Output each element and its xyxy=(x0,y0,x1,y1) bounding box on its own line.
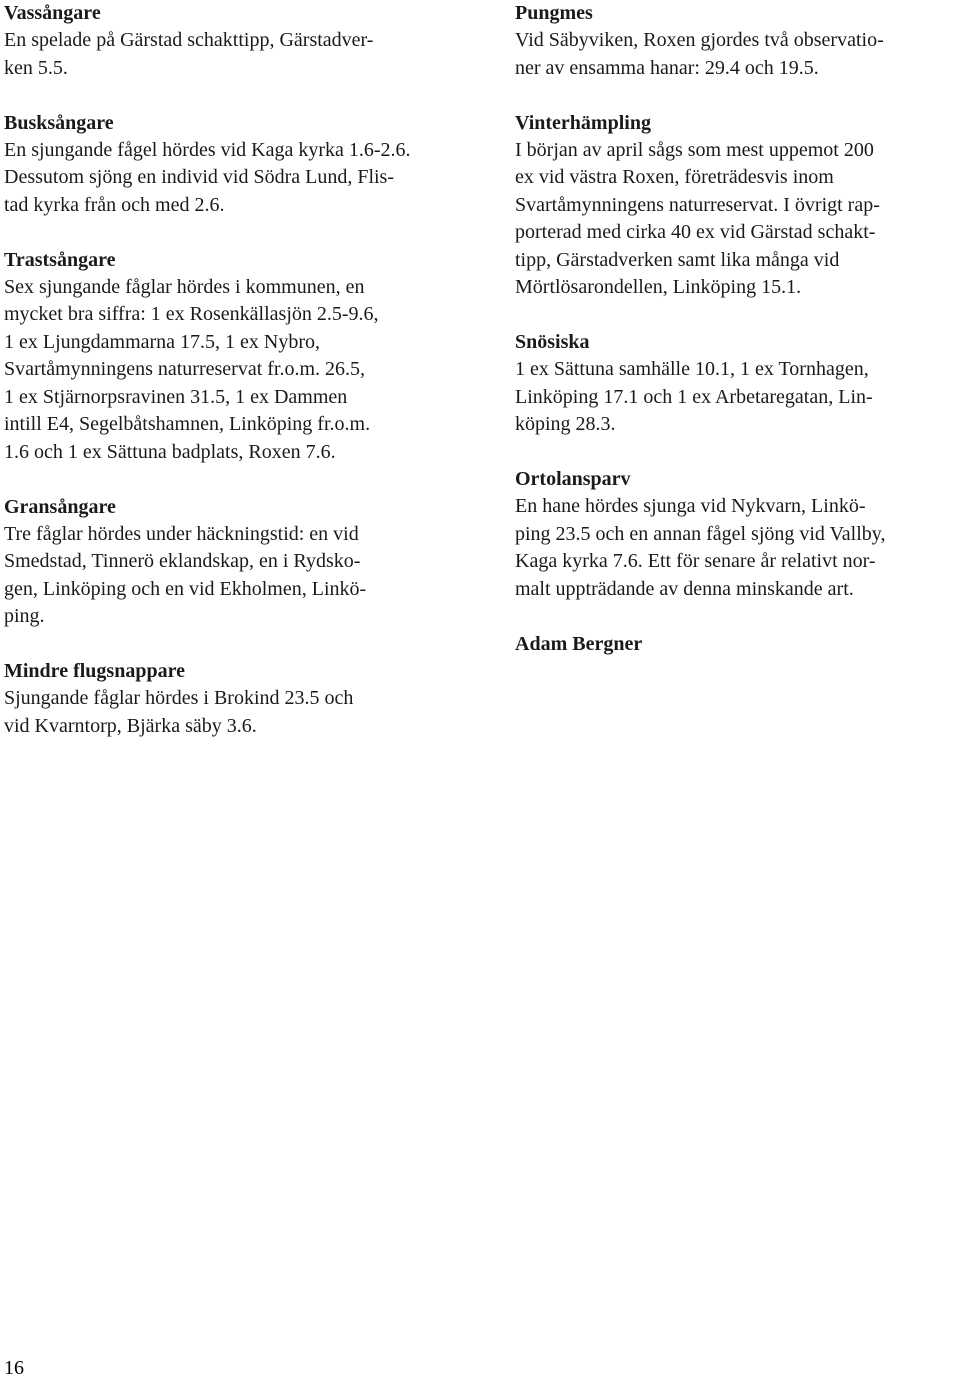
section-spacer xyxy=(515,82,955,110)
body-text-line: Mörtlösarondellen, Linköping 15.1. xyxy=(515,276,802,298)
body-text-line: ex vid västra Roxen, företrädesvis inom xyxy=(515,166,834,188)
body-text-line: Tre fåglar hördes under häckningstid: en vid xyxy=(4,522,359,545)
body-text-line: ken 5.5. xyxy=(4,56,68,79)
body-text-line: tad kyrka från och med 2.6. xyxy=(4,193,225,216)
section-spacer xyxy=(4,82,474,110)
body-text-line: malt uppträdande av denna minskande art. xyxy=(515,577,854,600)
section-spacer xyxy=(515,302,955,330)
section-heading: Mindre flugsnappare xyxy=(4,660,185,682)
section-heading: Busksångare xyxy=(4,111,114,134)
section-heading: Adam Bergner xyxy=(515,632,643,655)
body-text-line: ner av ensamma hanar: 29.4 och 19.5. xyxy=(515,56,819,79)
section-spacer xyxy=(515,603,955,631)
body-text-line: ping 23.5 och en annan fågel sjöng vid Vallby, xyxy=(515,522,886,545)
species-section xyxy=(515,110,955,330)
left-column xyxy=(4,0,474,740)
body-text-line: tipp, Gärstadverken samt lika många vid xyxy=(515,248,840,271)
body-text-line: Sex sjungande fåglar hördes i kommunen, en xyxy=(4,275,365,298)
body-text-line: En spelade på Gärstad schakttipp, Gärstadver- xyxy=(4,29,374,51)
body-text-line: porterad med cirka 40 ex vid Gärstad schakt- xyxy=(515,221,876,243)
section-heading: Gransångare xyxy=(4,495,116,518)
body-text-line: Linköping 17.1 och 1 ex Arbetaregatan, Lin- xyxy=(515,385,873,408)
page-number: 16 xyxy=(4,1357,24,1379)
species-section xyxy=(515,631,955,658)
species-section xyxy=(515,466,955,631)
body-text-line: gen, Linköping och en vid Ekholmen, Linkö- xyxy=(4,577,367,600)
body-text-line: intill E4, Segelbåtshamnen, Linköping fr.o.m. xyxy=(4,413,371,435)
body-text-line: Sjungande fåglar hördes i Brokind 23.5 och xyxy=(4,687,354,709)
body-text-line: I början av april sågs som mest uppemot 200 xyxy=(515,138,874,161)
body-text-line: Vid Säbyviken, Roxen gjordes två observatio- xyxy=(515,29,884,51)
body-text-line: Dessutom sjöng en individ vid Södra Lund, Flis- xyxy=(4,166,394,188)
body-text-line: 1 ex Sättuna samhälle 10.1, 1 ex Tornhagen, xyxy=(515,358,869,380)
body-text-line: mycket bra siffra: 1 ex Rosenkällasjön 2.5-9.6, xyxy=(4,303,379,325)
right-column xyxy=(515,0,955,658)
section-heading: Trastsångare xyxy=(4,248,116,271)
section-heading: Vinterhämpling xyxy=(515,111,651,134)
section-heading: Vassångare xyxy=(4,2,101,24)
body-text-line: En hane hördes sjunga vid Nykvarn, Linkö- xyxy=(515,495,866,517)
species-section xyxy=(4,247,474,494)
body-text-line: vid Kvarntorp, Bjärka säby 3.6. xyxy=(4,714,257,737)
body-text-line: Svartåmynningens naturreservat. I övrigt rap- xyxy=(515,193,880,216)
species-section xyxy=(4,658,474,740)
body-text-line: En sjungande fågel hördes vid Kaga kyrka 1.6-2.6. xyxy=(4,138,411,161)
body-text-line: Smedstad, Tinnerö eklandskap, en i Rydsko- xyxy=(4,550,361,572)
section-spacer xyxy=(4,219,474,247)
section-spacer xyxy=(4,631,474,659)
body-text-line: ping. xyxy=(4,605,45,627)
body-text-line: köping 28.3. xyxy=(515,413,616,435)
body-text-line: 1.6 och 1 ex Sättuna badplats, Roxen 7.6. xyxy=(4,440,336,463)
species-section xyxy=(4,494,474,659)
species-section xyxy=(515,329,955,466)
species-section xyxy=(515,0,955,110)
body-text-line: 1 ex Ljungdammarna 17.5, 1 ex Nybro, xyxy=(4,330,321,353)
species-section xyxy=(4,110,474,247)
section-heading: Pungmes xyxy=(515,2,593,24)
species-section xyxy=(4,0,474,110)
body-text-line: Kaga kyrka 7.6. Ett för senare år relativt nor- xyxy=(515,550,876,572)
section-spacer xyxy=(515,439,955,467)
section-spacer xyxy=(4,466,474,494)
section-heading: Snösiska xyxy=(515,331,590,353)
section-heading: Ortolansparv xyxy=(515,468,631,490)
body-text-line: Svartåmynningens naturreservat fr.o.m. 26.5, xyxy=(4,358,366,380)
body-text-line: 1 ex Stjärnorpsravinen 31.5, 1 ex Dammen xyxy=(4,385,348,408)
